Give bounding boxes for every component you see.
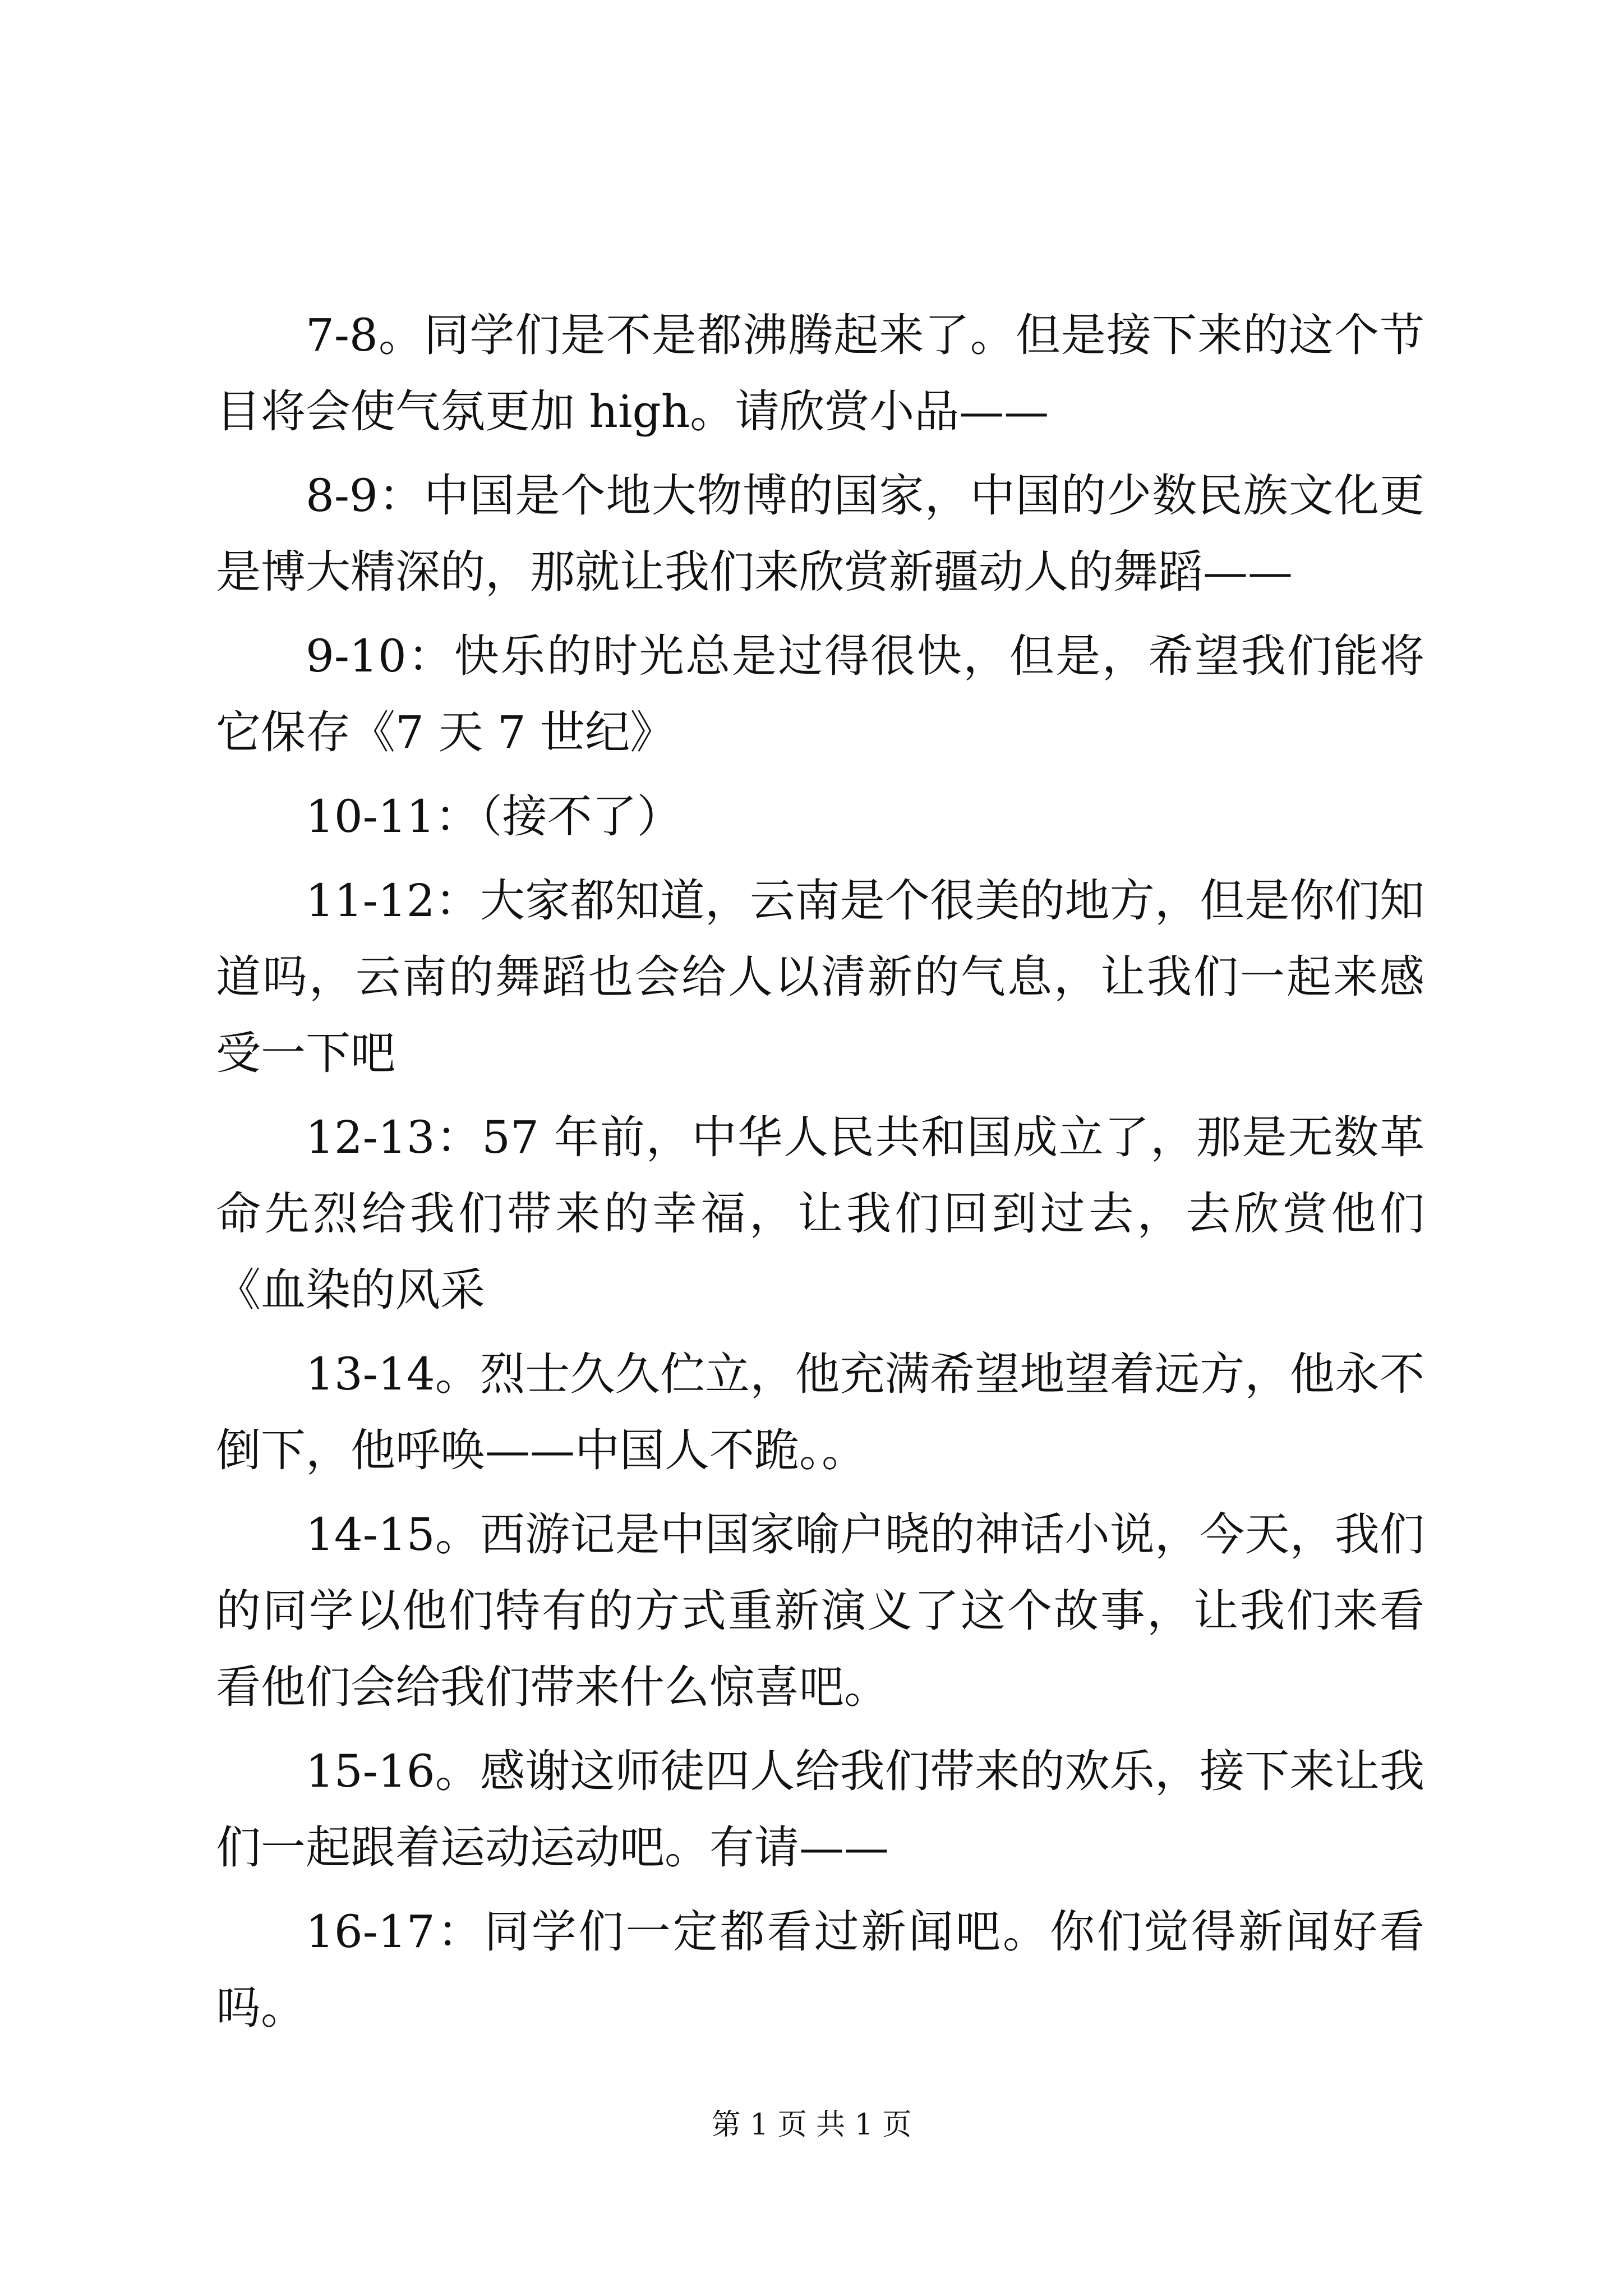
- paragraph-13-14: 13-14。烈士久久伫立，他充满希望地望着远方，他永不倒下，他呼唤——中国人不跪。。: [216, 1348, 1424, 1476]
- paragraph-8-9: 8-9：中国是个地大物博的国家，中国的少数民族文化更是博大精深的，那就让我们来欣赏新疆动人的舞蹈——: [216, 470, 1424, 598]
- paragraph-10-11: 10-11：（接不了）: [306, 790, 682, 843]
- paragraph-7-8: 7-8。同学们是不是都沸腾起来了。但是接下来的这个节目将会使气氛更加 high。请欣赏小品——: [216, 309, 1424, 438]
- paragraph-15-16: 15-16。感谢这师徒四人给我们带来的欢乐，接下来让我们一起跟着运动运动吧。有请——: [216, 1745, 1424, 1874]
- page-footer: 第 1 页 共 1 页: [711, 2108, 912, 2142]
- paragraph-16-17: 16-17：同学们一定都看过新闻吧。你们觉得新闻好看吗。: [216, 1906, 1424, 2034]
- paragraph-9-10: 9-10：快乐的时光总是过得很快，但是，希望我们能将它保存《7 天 7 世纪》: [216, 630, 1424, 758]
- paragraph-12-13: 12-13：57 年前，中华人民共和国成立了，那是无数革命先烈给我们带来的幸福，让我们回到过去，去欣赏他们《血染的风采: [216, 1111, 1424, 1316]
- paragraph-14-15: 14-15。西游记是中国家喻户晓的神话小说，今天，我们的同学以他们特有的方式重新演义了这个故事，让我们来看看他们会给我们带来什么惊喜吧。: [216, 1508, 1424, 1713]
- paragraph-11-12: 11-12：大家都知道，云南是个很美的地方，但是你们知道吗，云南的舞蹈也会给人以清新的气息，让我们一起来感受一下吧: [216, 875, 1424, 1079]
- document-body: [216, 297, 1424, 2054]
